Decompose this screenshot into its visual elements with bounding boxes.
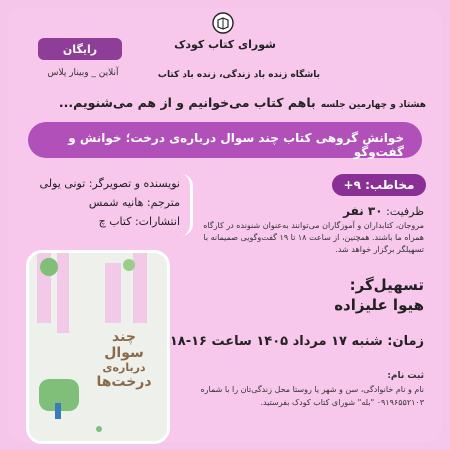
org-name: شورای کتاب کودک	[174, 38, 276, 51]
club-slogan: باشگاه زنده باد زندگی، زنده باد کتاب	[157, 70, 320, 80]
book-credits	[20, 174, 193, 236]
cover-title-line3: درباره‌ی	[102, 361, 146, 374]
facilitator-name: هیوا علیزاده	[334, 296, 424, 314]
session-prefix: هشتاد و چهارمین جلسه	[320, 100, 426, 110]
session-title: باهم کتاب می‌خوانیم و از هم می‌شنویم...	[58, 95, 316, 110]
cover-title-line1: چند	[112, 329, 136, 345]
book-council-logo-icon	[212, 12, 234, 34]
topic-banner-text: خوانش گروهی کتاب چند سوال درباره‌ی درخت؛ خوانش و گفت‌وگو	[68, 131, 404, 159]
book-cover-image	[26, 250, 170, 444]
audience-badge: مخاطب: ۹+	[332, 174, 426, 196]
registration-info	[186, 370, 424, 409]
event-mode: آنلاین _ وبینار پلاس	[47, 68, 119, 78]
topic-banner	[28, 122, 422, 158]
registration-body: نام و نام خانوادگی، سن و شهر یا روستا محل زندگی‌تان را با شماره ۰۹۱۹۶۵۵۲۱۰۳ "بله" شورای کتاب کودک بفرستید.	[200, 385, 424, 407]
cover-title-line2: سوال	[104, 345, 144, 361]
translator-credit: مترجم: هانیه شمس	[88, 196, 180, 209]
facilitator-label: تسهیل‌گر:	[349, 276, 424, 294]
capacity-label: ظرفیت:	[386, 205, 424, 218]
cover-title-line4: درخت‌ها	[96, 374, 152, 390]
free-badge: رایگان	[38, 38, 122, 60]
audience-description: مروجان، کتابداران و آموزگاران می‌توانند به‌عنوان شنونده در کارگاه همراه ما باشند. همچنین، از ساعت ۱۸ تا ۱۹ گفت‌وگویی صمیمانه با تسهیلگر برگزار خواهد شد.	[203, 221, 424, 254]
registration-title: ثبت نام:	[387, 371, 424, 381]
event-time: زمان: شنبه ۱۷ مرداد ۱۴۰۵ ساعت ۱۶-۱۸	[169, 334, 424, 349]
publisher-credit: انتشارات: کتاب چ	[98, 215, 180, 228]
capacity-value: ۳۰ نفر	[343, 204, 383, 218]
capacity	[343, 204, 424, 218]
session-heading	[30, 92, 426, 111]
author-credit: نویسنده و تصویرگر: تونی یولی	[39, 177, 180, 190]
